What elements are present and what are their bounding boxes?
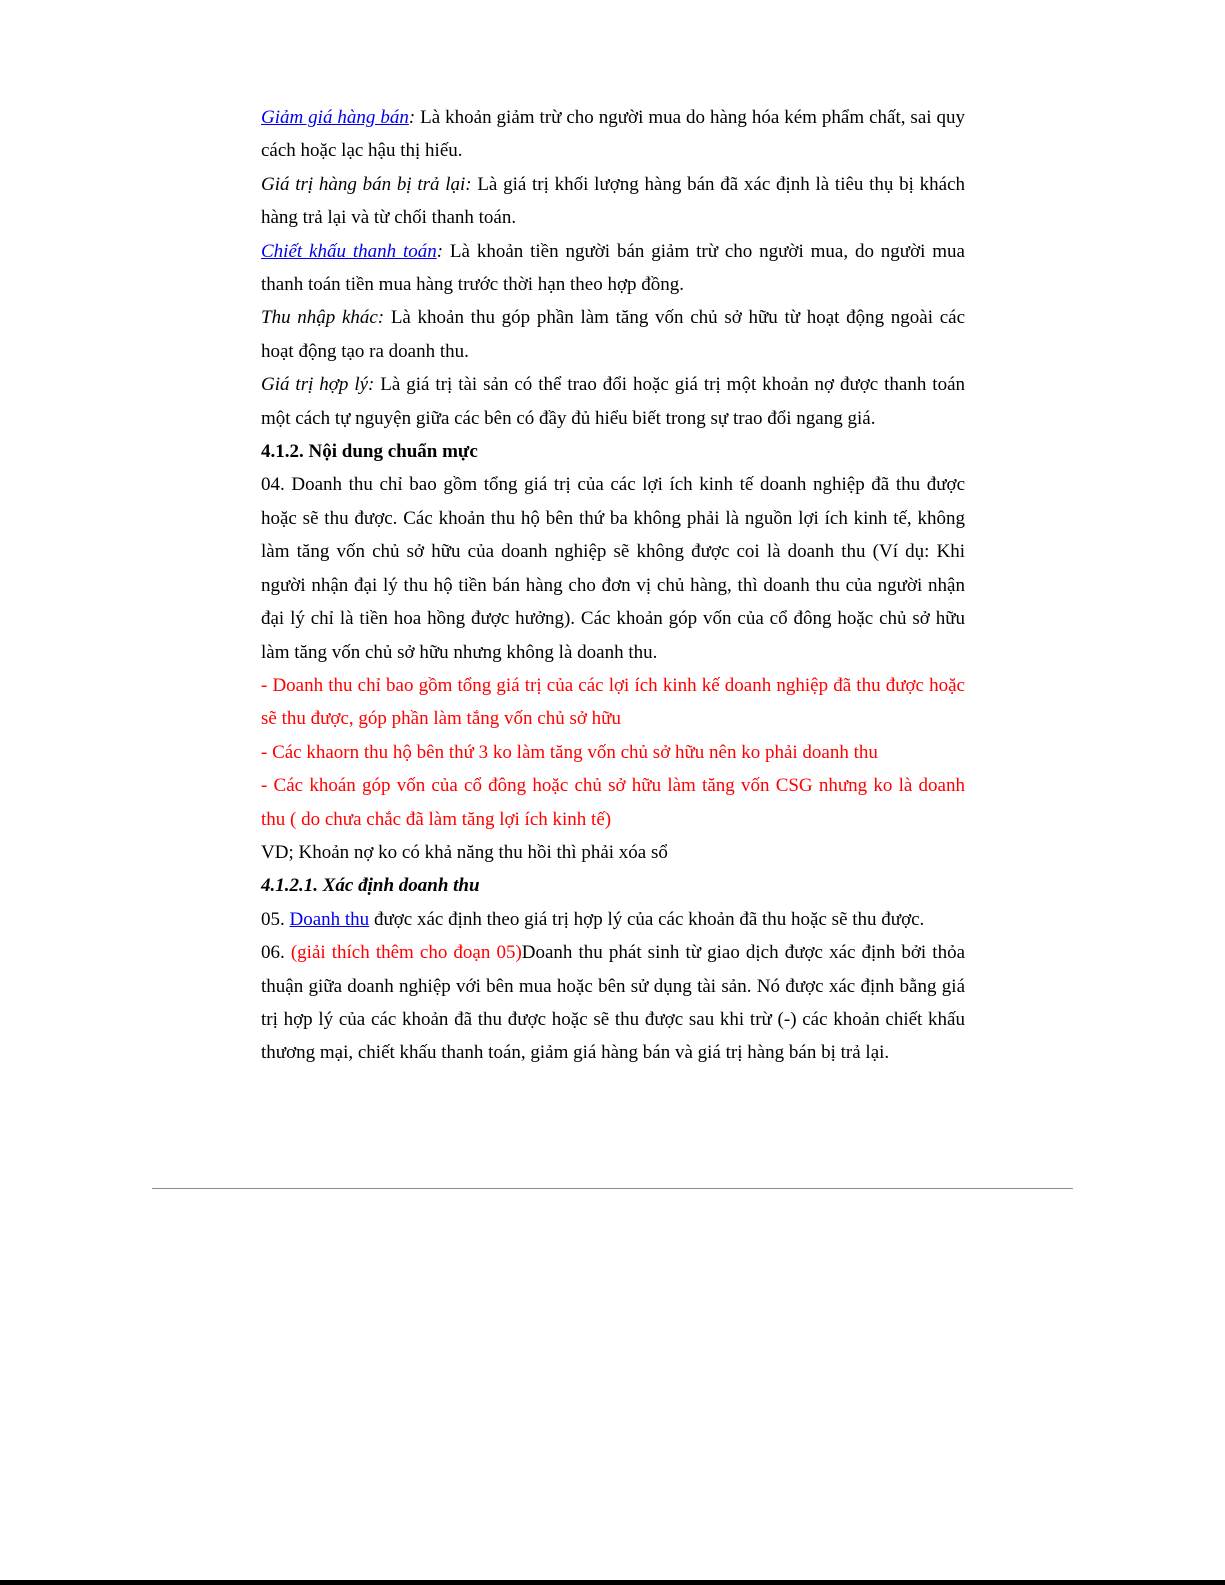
red-note-1: - Doanh thu chỉ bao gồm tổng giá trị của các lợi ích kinh kế doanh nghiệp đã thu được hoặc sẽ thu được, góp phần làm tắng vốn chủ sở hữu [261,674,965,730]
definition-gia-tri-hop-ly [261,368,965,435]
definition-text: Là khoản giảm trừ cho người mua do hàng hóa kém phẩm chất, sai quy cách hoặc lạc hậu thị hiếu. [261,107,965,162]
term-thu-nhap-khac: Thu nhập khác: [261,307,385,329]
definition-gia-tri-hang-ban-bi-tra-lai [261,168,965,235]
definition-giam-gia-hang-ban [261,101,965,168]
term-gia-tri-hang-ban-bi-tra-lai: Giá trị hàng bán bị trả lại: [261,173,472,195]
bottom-edge-bar [0,1580,1225,1585]
term-link-chiet-khau-thanh-toan[interactable]: Chiết khấu thanh toán [261,240,437,262]
term-link-giam-gia-hang-ban[interactable]: Giảm giá hàng bán [261,107,409,128]
example-note: VD; Khoản nợ ko có khả năng thu hồi thì phải xóa sổ [261,841,668,863]
definition-text: Là khoản tiền người bán giảm trừ cho người mua, do người mua thanh toán tiền mua hàng trước thời hạn theo hợp đồng. [261,240,965,296]
definition-chiet-khau-thanh-toan [261,235,965,302]
red-annotation: (giải thích thêm cho đoạn 05) [290,942,522,964]
paragraph-number: 06. [261,942,291,964]
section-heading: 4.1.2. Nội dung chuẩn mực [261,441,478,463]
term-separator: : [408,107,416,128]
definition-thu-nhap-khac [261,301,965,368]
document-body [261,101,965,1070]
term-separator: : [436,240,444,262]
paragraph-number: 05. [261,908,290,930]
paragraph-04: 04. Doanh thu chỉ bao gồm tổng giá trị của các lợi ích kinh tế doanh nghiệp đã thu được hoặc sẽ thu được. Các khoản thu hộ bên thứ ba không phải là nguồn lợi ích kinh tế, không làm tăng vốn chủ sở hữu của doanh nghiệp sẽ không được coi là doanh thu (Ví dụ: Khi người nhận đại lý thu hộ tiền bán hàng cho đơn vị chủ hàng, thì doanh thu của người nhận đại lý chỉ là tiền hoa hồng được hưởng). Các khoản góp vốn của cổ đông hoặc chủ sở hữu làm tăng vốn chủ sở hữu nhưng không là doanh thu. [261,474,965,663]
red-note-3: - Các khoán góp vốn của cổ đông hoặc chủ sở hữu làm tăng vốn CSG nhưng ko là doanh thu ( do chưa chắc đã làm tăng lợi ích kinh tế) [261,775,965,830]
paragraph-05 [261,903,965,936]
page-divider [152,1188,1073,1189]
definition-text: Là giá trị khối lượng hàng bán đã xác định là tiêu thụ bị khách hàng trả lại và từ chối thanh toán. [261,173,965,229]
definition-text: Là giá trị tài sản có thể trao đổi hoặc giá trị một khoản nợ được thanh toán một cách tự nguyện giữa các bên có đầy đủ hiểu biết trong sự trao đổi ngang giá. [261,374,965,429]
paragraph-text: Doanh thu phát sinh từ giao dịch được xác định bởi thỏa thuận giữa doanh nghiệp với bên mua hoặc bên sử dụng tài sản. Nó được xác định bằng giá trị hợp lý của các khoản đã thu được hoặc sẽ thu được sau khi trừ (-) các khoản chiết khấu thương mại, chiết khấu thanh toán, giảm giá hàng bán và giá trị hàng bán bị trả lại. [261,942,966,1064]
paragraph-06 [261,936,965,1070]
definition-text: Là khoản thu góp phần làm tăng vốn chủ sở hữu từ hoạt động ngoài các hoạt động tạo ra doanh thu. [261,307,965,362]
term-gia-tri-hop-ly: Giá trị hợp lý: [261,374,375,396]
subsection-heading: 4.1.2.1. Xác định doanh thu [261,875,480,897]
paragraph-text: được xác định theo giá trị hợp lý của các khoản đã thu hoặc sẽ thu được. [369,908,925,930]
link-doanh-thu[interactable]: Doanh thu [289,908,370,930]
red-note-2: - Các khaorn thu hộ bên thứ 3 ko làm tăng vốn chủ sở hữu nên ko phải doanh thu [261,741,878,763]
